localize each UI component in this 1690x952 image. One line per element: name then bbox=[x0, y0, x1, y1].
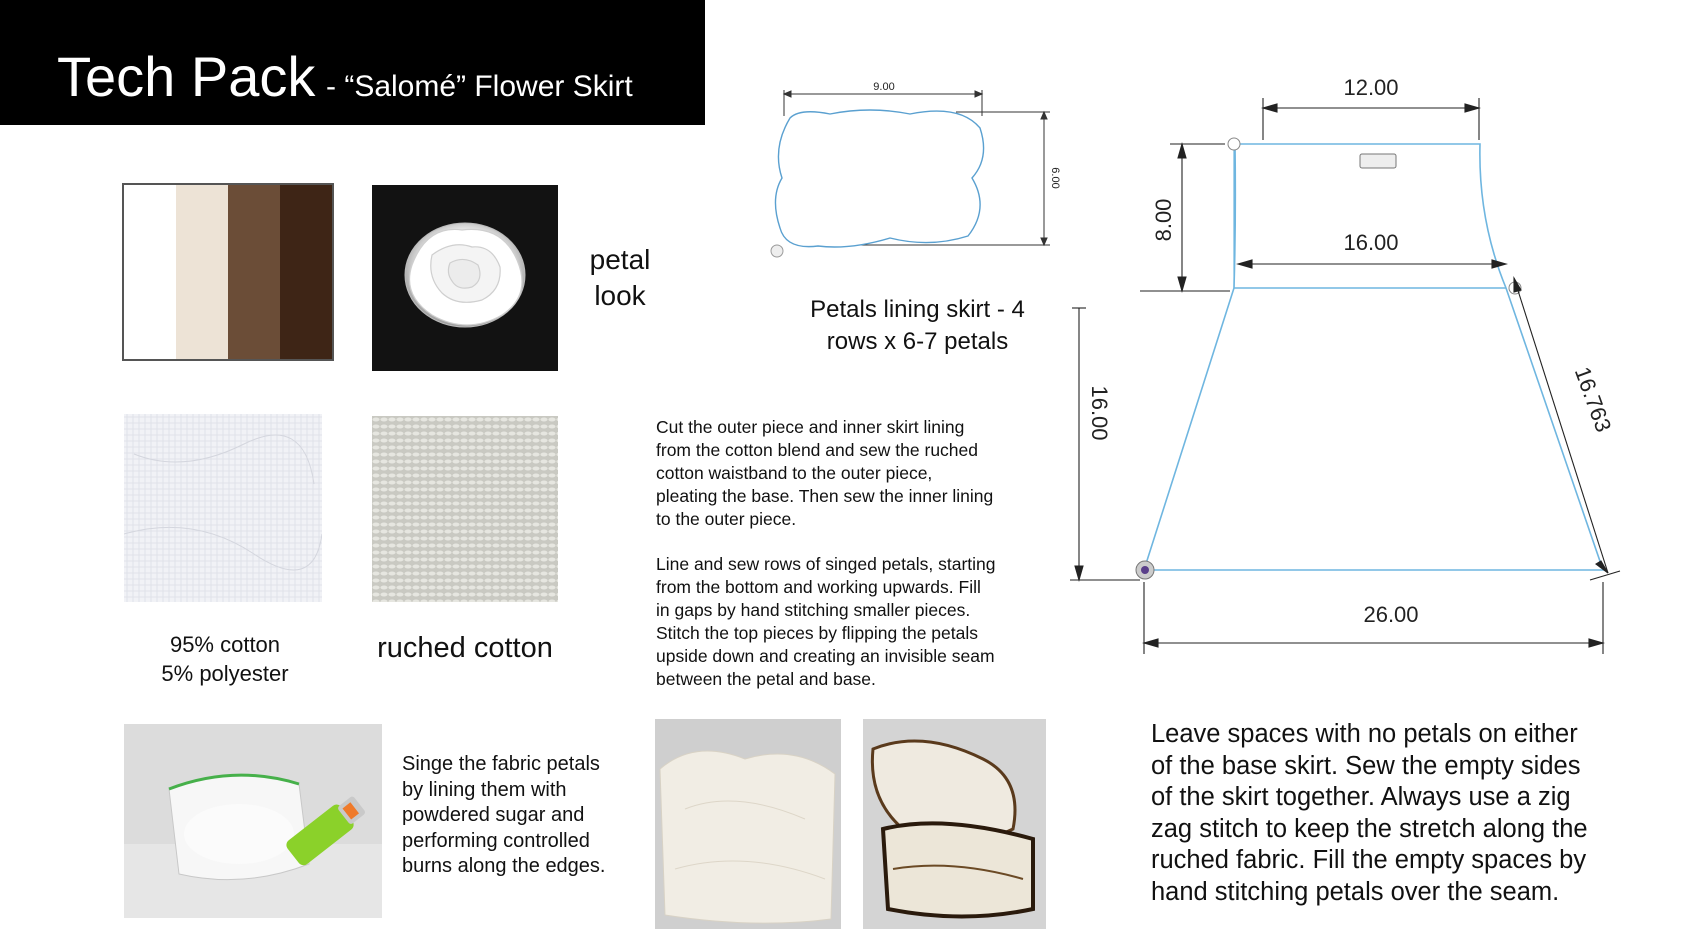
petals-lining-label bbox=[790, 294, 1045, 358]
petal-look-line1: petal bbox=[589, 244, 651, 275]
petal-pattern-drawing bbox=[760, 78, 1060, 268]
color-palette bbox=[122, 183, 334, 361]
skirt-height: 16.00 bbox=[1087, 385, 1112, 441]
sew-line: from the bottom and working upwards. Fill bbox=[656, 577, 981, 597]
skirt-top-width: 12.00 bbox=[1343, 75, 1399, 100]
flower-photo bbox=[372, 185, 558, 371]
petal-height-dim: 6.00 bbox=[1049, 167, 1061, 189]
sew-line: Line and sew rows of singed petals, starting bbox=[656, 554, 996, 574]
cut-line: from the cotton blend and sew the ruched bbox=[656, 440, 979, 460]
singe-line: performing controlled bbox=[402, 829, 590, 852]
petals-lining-line2: rows x 6-7 petals bbox=[826, 328, 1009, 355]
title-bar bbox=[0, 0, 705, 125]
singe-line: by lining them with bbox=[402, 778, 567, 801]
assembly-line: of the base skirt. Sew the empty sides bbox=[1151, 751, 1581, 780]
fabric-composition-label bbox=[140, 630, 310, 688]
cut-line: to the outer piece. bbox=[656, 509, 797, 529]
ruched-cotton-photo bbox=[372, 416, 558, 602]
swatch-dark-brown bbox=[280, 185, 332, 359]
swatch-brown bbox=[228, 185, 280, 359]
fabric-line2: 5% polyester bbox=[161, 661, 289, 686]
petals-lining-line1: Petals lining skirt - 4 bbox=[810, 296, 1025, 323]
petal-width-dim: 9.00 bbox=[873, 81, 895, 93]
sew-line: upside down and creating an invisible seam bbox=[656, 646, 995, 666]
swatch-white bbox=[124, 185, 176, 359]
singe-line: powdered sugar and bbox=[402, 804, 585, 826]
assembly-line: ruched fabric. Fill the empty spaces by bbox=[1151, 846, 1587, 874]
singe-line: burns along the edges. bbox=[402, 855, 606, 877]
cut-line: cotton waistband to the outer piece, bbox=[656, 463, 933, 483]
sew-line: between the petal and base. bbox=[656, 669, 876, 689]
sugar-lighter-photo bbox=[124, 724, 382, 918]
assembly-line: hand stitching petals over the seam. bbox=[1151, 877, 1560, 906]
sew-instructions bbox=[656, 553, 1036, 691]
petal-look-line2: look bbox=[594, 280, 646, 311]
page-subtitle: - “Salomé” Flower Skirt bbox=[326, 70, 633, 103]
skirt-side-length: 16.763 bbox=[1569, 363, 1617, 436]
singe-instructions bbox=[402, 752, 642, 880]
skirt-bottom-width: 26.00 bbox=[1363, 602, 1419, 627]
cut-line: pleating the base. Then sew the inner lining bbox=[656, 486, 994, 506]
petal-look-label bbox=[580, 242, 660, 314]
cut-line: Cut the outer piece and inner skirt lining bbox=[656, 417, 965, 437]
cotton-fabric-photo bbox=[124, 414, 322, 602]
fabric-line1: 95% cotton bbox=[169, 632, 281, 657]
page-title: Tech Pack bbox=[57, 45, 316, 108]
sugar-bag-icon bbox=[169, 775, 309, 880]
cut-instructions bbox=[656, 416, 1036, 531]
assembly-instructions bbox=[1151, 719, 1621, 908]
assembly-line: of the skirt together. Always use a zig bbox=[1151, 783, 1571, 811]
assembly-line: Leave spaces with no petals on either bbox=[1151, 720, 1578, 748]
singe-line: Singe the fabric petals bbox=[402, 753, 600, 775]
skirt-mid-width: 16.00 bbox=[1343, 230, 1399, 255]
swatch-cream bbox=[176, 185, 228, 359]
ruched-cotton-label: ruched cotton bbox=[377, 632, 553, 664]
sew-line: in gaps by hand stitching smaller pieces. bbox=[656, 600, 971, 620]
skirt-pattern-drawing bbox=[1060, 70, 1650, 650]
skirt-waist-height: 8.00 bbox=[1151, 198, 1176, 242]
assembly-line: zag stitch to keep the stretch along the bbox=[1151, 814, 1588, 843]
raw-petals-photo bbox=[655, 719, 841, 929]
singed-petals-photo bbox=[863, 719, 1046, 929]
sew-line: Stitch the top pieces by flipping the petals bbox=[656, 623, 979, 643]
